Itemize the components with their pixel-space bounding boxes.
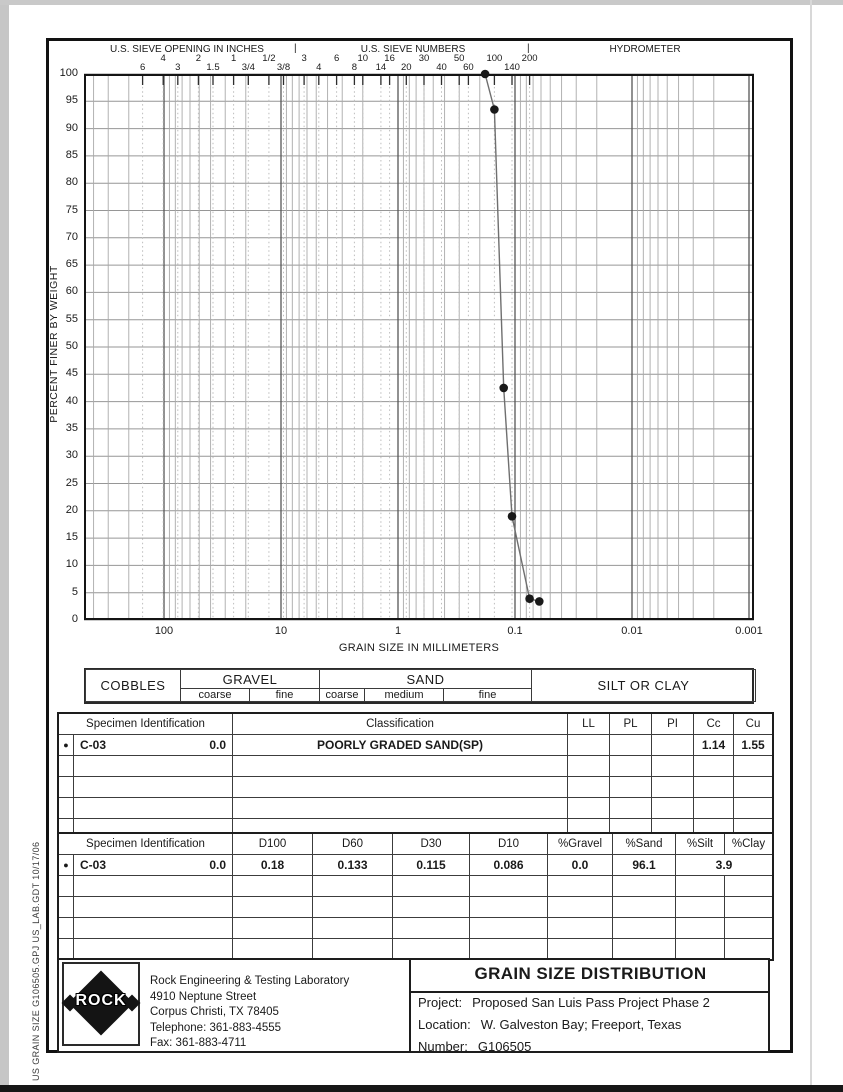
table-cell-empty [547, 876, 612, 896]
specimen-id-cell [73, 918, 232, 938]
column-header: Cu [733, 714, 772, 734]
table-cell-empty [547, 897, 612, 917]
sieve-tick-label: 3/4 [241, 62, 255, 73]
table-cell-empty [232, 777, 567, 797]
x-tick-label: 100 [154, 625, 174, 637]
classification-table [57, 712, 774, 841]
table-cell-empty [232, 798, 567, 818]
table-cell-pi [651, 735, 693, 755]
company-address-block [150, 974, 349, 1052]
y-tick-label: 30 [65, 449, 78, 462]
number-label: Number: [418, 1039, 468, 1054]
column-header: Cc [693, 714, 733, 734]
specimen-marker [59, 777, 73, 797]
specimen-id-cell [73, 735, 232, 755]
y-tick-label: 20 [65, 503, 78, 516]
table-cell-empty [675, 876, 724, 896]
table-cell-empty [469, 876, 547, 896]
y-tick-label: 55 [65, 312, 78, 325]
table-cell-ll [567, 735, 609, 755]
scan-edge-right [810, 0, 812, 1086]
table-cell-empty [469, 918, 547, 938]
project-field [418, 995, 710, 1013]
table-cell-empty [547, 939, 612, 959]
column-header: Classification [232, 714, 567, 734]
x-tick-label: 0.1 [507, 625, 523, 637]
table-cell-empty [609, 777, 651, 797]
specimen-id-cell [73, 897, 232, 917]
table-cell-empty [392, 939, 469, 959]
table-cell-empty [651, 756, 693, 776]
y-tick-label: 45 [65, 367, 78, 380]
table-cell-empty [612, 918, 675, 938]
specimen-marker [59, 798, 73, 818]
table-row-empty [59, 896, 772, 917]
project-label: Project: [418, 995, 463, 1010]
band-sand: SAND [319, 669, 532, 689]
sieve-tick-label: 6 [139, 62, 146, 73]
x-tick-label: 1 [394, 625, 402, 637]
table-cell-empty [651, 777, 693, 797]
table-cell-empty [232, 918, 312, 938]
column-header: Specimen Identification [86, 718, 205, 730]
location-field [418, 1017, 681, 1035]
table-header-row [59, 714, 772, 734]
header-sieve-numbers: U.S. SIEVE NUMBERS [360, 44, 466, 55]
column-header: D100 [232, 834, 312, 854]
table-cell-empty [675, 897, 724, 917]
table-cell-empty [693, 756, 733, 776]
table-cell-empty [232, 897, 312, 917]
specimen-id-cell [73, 798, 232, 818]
specimen-id-cell [73, 855, 232, 875]
specimen-id-cell [73, 939, 232, 959]
table-cell-empty [675, 939, 724, 959]
column-header: %Gravel [547, 834, 612, 854]
sieve-tick-label: 3/8 [276, 62, 291, 73]
sieve-tick-label: 60 [463, 62, 474, 73]
table-row-empty [59, 755, 772, 776]
table-cell-empty [547, 918, 612, 938]
number-value: G106505 [477, 1039, 532, 1054]
column-header: %Silt [675, 834, 724, 854]
band-sand-medium: medium [364, 688, 444, 702]
table-cell-d100: 0.18 [232, 855, 312, 875]
sieve-tick-label: 140 [504, 62, 520, 73]
x-tick-label: 10 [274, 625, 288, 637]
band-gravel-fine: fine [249, 688, 320, 702]
table-cell-classification: POORLY GRADED SAND(SP) [232, 735, 567, 755]
column-header: D10 [469, 834, 547, 854]
sieve-tick-label: 200 [521, 53, 538, 64]
y-tick-label: 85 [65, 148, 78, 161]
table-cell-cc: 1.14 [693, 735, 733, 755]
band-gravel: GRAVEL [180, 669, 320, 689]
table-cell-empty [612, 939, 675, 959]
table-header-row [59, 834, 772, 854]
sieve-tick-label: 4 [160, 53, 166, 64]
scan-edge-top [0, 0, 843, 5]
specimen-id-cell [73, 777, 232, 797]
company-city: Corpus Christi, TX 78405 [150, 1006, 279, 1018]
table-row [59, 854, 772, 875]
sieve-tick-label: 1.5 [206, 62, 220, 73]
grading-parameters-table [57, 832, 774, 961]
company-fax: Fax: 361-883-4711 [150, 1037, 247, 1049]
column-header: %Sand [612, 834, 675, 854]
company-phone: Telephone: 361-883-4555 [150, 1021, 282, 1034]
data-point-marker [535, 597, 544, 606]
file-info-vertical-text: US GRAIN SIZE G106505.GPJ US_LAB.GDT 10/17/06 [31, 841, 41, 1081]
sieve-tick-label: 16 [384, 53, 395, 64]
header-separator-1: | [294, 43, 297, 54]
y-tick-label: 80 [65, 176, 78, 189]
table-cell-empty [232, 939, 312, 959]
scan-edge-left [0, 0, 9, 1092]
company-name: Rock Engineering & Testing Laboratory [150, 975, 350, 987]
sieve-tick-label: 50 [453, 53, 465, 64]
column-header: D30 [392, 834, 469, 854]
table-cell-empty [733, 777, 772, 797]
table-cell-empty [392, 876, 469, 896]
specimen-marker [59, 876, 73, 896]
data-point-marker [490, 105, 499, 114]
specimen-marker [59, 918, 73, 938]
data-point-marker [525, 594, 534, 603]
table-cell-sand_pct: 96.1 [612, 855, 675, 875]
data-point-marker [499, 384, 508, 393]
grain-size-chart [84, 74, 754, 620]
x-tick-label: 0.01 [621, 625, 643, 637]
table-cell-d60: 0.133 [312, 855, 392, 875]
y-axis-title: PERCENT FINER BY WEIGHT [48, 265, 60, 423]
table-cell-empty [693, 777, 733, 797]
y-tick-label: 60 [65, 285, 78, 298]
specimen-depth: 0.0 [209, 858, 226, 872]
table-cell-empty [724, 918, 772, 938]
y-tick-label: 40 [65, 394, 78, 407]
size-classification-band [84, 668, 754, 704]
sieve-tick-label: 3 [301, 53, 307, 64]
y-tick-label: 15 [65, 531, 78, 544]
specimen-marker [59, 756, 73, 776]
column-header: %Clay [724, 834, 772, 854]
table-cell-pl [609, 735, 651, 755]
table-cell-empty [675, 918, 724, 938]
column-header: D60 [312, 834, 392, 854]
table-cell-empty [724, 897, 772, 917]
specimen-id-cell [73, 756, 232, 776]
table-cell-empty [469, 897, 547, 917]
table-cell-empty [612, 897, 675, 917]
sieve-tick-label: 4 [316, 62, 322, 73]
table-cell-empty [312, 939, 392, 959]
specimen-id: C-03 [80, 738, 107, 752]
data-point-marker [481, 70, 490, 79]
table-cell-empty [312, 876, 392, 896]
specimen-depth: 0.0 [209, 738, 226, 752]
sieve-tick-label: 10 [357, 53, 369, 64]
table-cell-gravel_pct: 0.0 [547, 855, 612, 875]
y-tick-label: 0 [71, 613, 78, 625]
header-hydrometer: HYDROMETER [609, 44, 681, 55]
column-header: LL [567, 714, 609, 734]
y-tick-label: 65 [65, 258, 78, 271]
sieve-tick-label: 40 [436, 62, 447, 73]
y-tick-label: 75 [65, 203, 78, 216]
table-cell-empty [609, 756, 651, 776]
band-sand-coarse: coarse [319, 688, 365, 702]
table-cell-cu: 1.55 [733, 735, 772, 755]
y-tick-label: 5 [71, 585, 78, 598]
y-tick-label: 50 [65, 340, 78, 352]
sieve-tick-label: 100 [486, 53, 503, 64]
table-cell-empty [392, 897, 469, 917]
table-cell-d30: 0.115 [392, 855, 469, 875]
table-cell-empty [232, 756, 567, 776]
table-cell-empty [469, 939, 547, 959]
band-cobbles: COBBLES [85, 669, 181, 702]
column-header: PL [609, 714, 651, 734]
location-label: Location: [418, 1017, 471, 1032]
table-cell-empty [392, 918, 469, 938]
table-row-empty [59, 875, 772, 896]
table-cell-empty [612, 876, 675, 896]
table-cell-empty [733, 756, 772, 776]
sieve-tick-label: 1/2 [262, 53, 276, 64]
logo-text: ROCK [75, 992, 127, 1009]
scan-edge-bottom [0, 1085, 843, 1092]
table-cell-empty [312, 918, 392, 938]
y-tick-label: 90 [65, 121, 78, 134]
table-cell-empty [693, 798, 733, 818]
table-cell-empty [567, 798, 609, 818]
specimen-id: C-03 [80, 858, 107, 872]
table-cell-empty [609, 798, 651, 818]
specimen-marker [59, 939, 73, 959]
table-row-empty [59, 917, 772, 938]
y-tick-label: 100 [59, 67, 78, 79]
specimen-marker: ● [63, 860, 69, 870]
table-row-empty [59, 776, 772, 797]
table-row-empty [59, 938, 772, 959]
table-cell-empty [724, 876, 772, 896]
table-row-empty [59, 797, 772, 818]
table-cell-empty [232, 876, 312, 896]
column-header: PI [651, 714, 693, 734]
x-axis-title: GRAIN SIZE IN MILLIMETERS [338, 642, 500, 654]
sieve-tick-label: 1 [230, 53, 237, 64]
company-logo [62, 962, 140, 1046]
specimen-marker: ● [63, 740, 69, 750]
table-cell-empty [733, 798, 772, 818]
sieve-tick-label: 20 [401, 62, 412, 73]
band-silt-or-clay: SILT OR CLAY [531, 669, 756, 702]
band-gravel-coarse: coarse [180, 688, 250, 702]
specimen-id-cell [73, 876, 232, 896]
table-cell-empty [567, 777, 609, 797]
data-point-marker [508, 512, 517, 521]
sieve-tick-label: 8 [351, 62, 358, 73]
header-separator-2: | [527, 43, 530, 54]
table-cell-empty [724, 939, 772, 959]
table-cell-empty [567, 756, 609, 776]
column-header: Specimen Identification [86, 838, 205, 850]
sieve-tick-label: 30 [418, 53, 430, 64]
table-cell-empty [651, 798, 693, 818]
location-value: W. Galveston Bay; Freeport, Texas [480, 1017, 682, 1032]
sieve-tick-label: 14 [375, 62, 387, 73]
company-street: 4910 Neptune Street [150, 990, 257, 1003]
sieve-tick-label: 3 [175, 62, 181, 73]
band-sand-fine: fine [443, 688, 532, 702]
x-tick-label: 0.001 [735, 625, 763, 637]
footer-title-divider [411, 991, 770, 993]
report-title: GRAIN SIZE DISTRIBUTION [474, 964, 707, 983]
number-field [418, 1039, 531, 1057]
y-tick-label: 25 [65, 476, 78, 489]
project-value: Proposed San Luis Pass Project Phase 2 [472, 995, 710, 1010]
header-sieve-inches: U.S. SIEVE OPENING IN INCHES [110, 44, 264, 55]
table-cell-empty [312, 897, 392, 917]
sieve-tick-label: 2 [195, 53, 202, 64]
table-row [59, 734, 772, 755]
y-tick-label: 10 [65, 558, 78, 571]
sieve-tick-label: 6 [333, 53, 340, 64]
table-cell-silt_clay_pct: 3.9 [675, 855, 772, 875]
y-tick-label: 95 [65, 94, 78, 107]
specimen-marker [59, 897, 73, 917]
table-cell-d10: 0.086 [469, 855, 547, 875]
y-tick-label: 35 [65, 421, 78, 434]
y-tick-label: 70 [65, 230, 78, 243]
